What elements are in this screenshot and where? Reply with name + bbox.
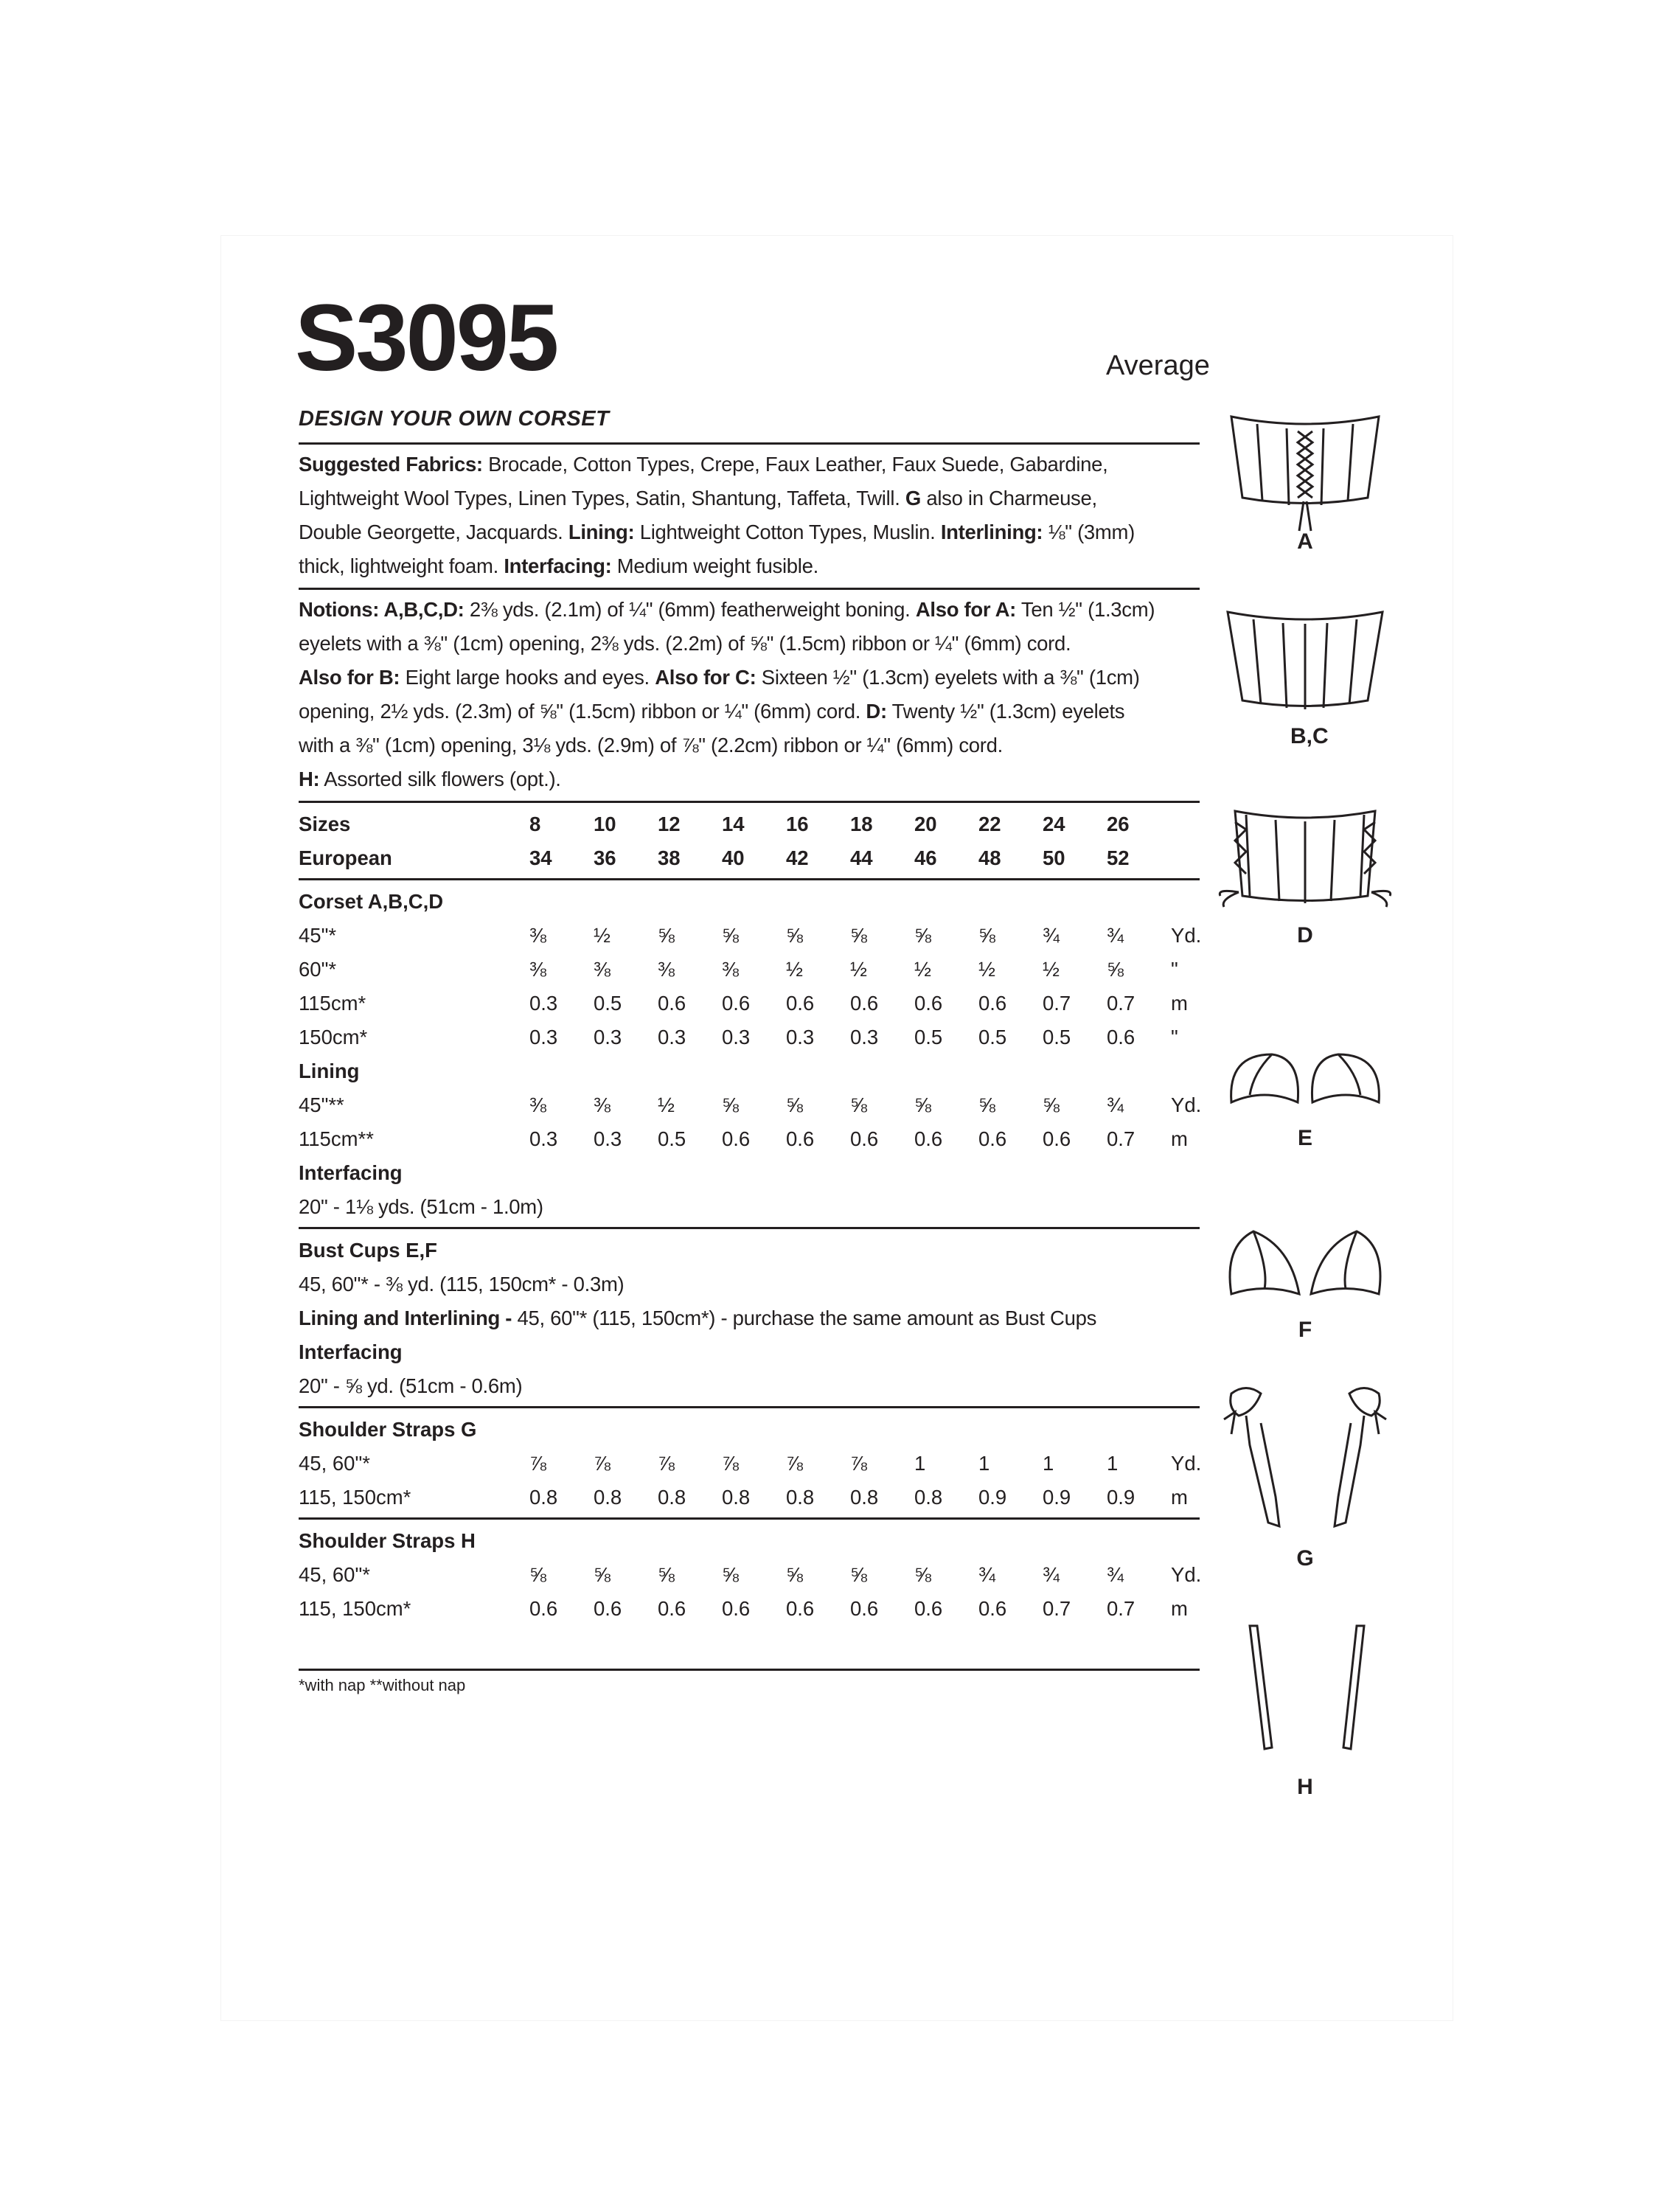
yardage-cell: 0.3 [529, 992, 558, 1015]
yardage-cell: ½ [594, 924, 611, 947]
yardage-cell: ⅜ [529, 924, 546, 947]
pattern-subtitle: DESIGN YOUR OWN CORSET [299, 407, 610, 431]
yardage-cell: ⅜ [658, 958, 675, 981]
yardage-cell: ⅝ [529, 1563, 546, 1586]
row-label: 115, 150cm* [299, 1597, 411, 1620]
yardage-cell: ½ [914, 958, 931, 981]
yardage-cell: 0.6 [658, 992, 686, 1015]
yardage-row [299, 1592, 1200, 1626]
yardage-cell: ¾ [1107, 1093, 1124, 1116]
corset-bc-illustration [1217, 605, 1394, 715]
bold-label: Notions: A,B,C,D: [299, 598, 465, 621]
yardage-cell: ⅝ [722, 1093, 739, 1116]
yardage-cell: ⅞ [529, 1452, 546, 1475]
text-line [299, 661, 1200, 695]
view-label: D [1297, 923, 1313, 947]
text-segment: with a ⅜" (1cm) opening, 3⅛ yds. (2.9m) of ⅞" (2.2cm) ribbon or ¼" (6mm) cord. [299, 734, 1003, 757]
yardage-cell: ⅝ [850, 924, 867, 947]
straps-g-section [299, 1408, 1200, 1517]
yardage-cell: 0.5 [978, 1026, 1007, 1048]
yardage-cell: 0.5 [1043, 1026, 1071, 1048]
yardage-cell: 0.5 [914, 1026, 943, 1048]
yardage-cell: 0.6 [914, 1597, 943, 1620]
unit-cell: m [1171, 1486, 1188, 1509]
unit-cell: Yd. [1171, 1093, 1202, 1116]
yardage-cell: ⅝ [658, 1563, 675, 1586]
yardage-row [299, 1447, 1200, 1481]
row-label: 45"** [299, 1093, 344, 1116]
section-title: Bust Cups E,F [299, 1239, 437, 1262]
row-label: Sizes [299, 813, 351, 835]
text-segment: Brocade, Cotton Types, Crepe, Faux Leather, Faux Suede, Gabardine, [482, 453, 1108, 476]
text-line [299, 549, 1200, 583]
section-title: Interfacing [299, 1340, 403, 1363]
unit-cell: m [1171, 1127, 1188, 1150]
yardage-cell: 0.6 [722, 1127, 751, 1150]
row-label: 115cm* [299, 992, 366, 1015]
bold-label: Also for B: [299, 666, 400, 689]
yardage-cell: ¾ [1043, 1563, 1060, 1586]
yardage-cell: 0.8 [786, 1486, 815, 1509]
yardage-cell: 0.9 [1107, 1486, 1135, 1509]
text-segment: Lightweight Cotton Types, Muslin. [634, 521, 941, 543]
yardage-column [299, 442, 1200, 1700]
size-cell: 20 [914, 813, 937, 835]
view-label: B,C [1290, 724, 1329, 748]
yardage-cell: ⅝ [786, 1093, 803, 1116]
text-segment: eyelets with a ⅜" (1cm) opening, 2⅜ yds. (2.2m) of ⅝" (1.5cm) ribbon or ¼" (6mm) cord. [299, 632, 1071, 655]
bold-label: Also for C: [655, 666, 757, 689]
yardage-cell: ⅞ [722, 1452, 739, 1475]
row-label: 45, 60"* [299, 1452, 370, 1475]
shoulder-straps-g-illustration [1217, 1379, 1394, 1534]
yardage-cell: 0.3 [594, 1127, 622, 1150]
yardage-cell: ⅝ [978, 924, 995, 947]
text-line [299, 515, 1200, 549]
yardage-row [299, 919, 1200, 953]
yardage-cell: ⅝ [978, 1093, 995, 1116]
yardage-cell: 0.6 [529, 1597, 558, 1620]
yardage-cell: 0.3 [529, 1026, 558, 1048]
section-title: Corset A,B,C,D [299, 890, 444, 913]
bold-label: D: [866, 700, 887, 723]
size-cell: 50 [1043, 846, 1065, 869]
yardage-cell: 0.5 [658, 1127, 686, 1150]
size-cell: 18 [850, 813, 873, 835]
yardage-cell: ½ [978, 958, 995, 981]
yardage-cell: 0.7 [1107, 992, 1135, 1015]
yardage-cell: 0.9 [978, 1486, 1007, 1509]
lining-label: Lining and Interlining - [299, 1307, 512, 1329]
text-line [299, 593, 1200, 627]
yardage-cell: ⅞ [658, 1452, 675, 1475]
yardage-cell: 0.6 [850, 1127, 879, 1150]
text-segment: Twenty ½" (1.3cm) eyelets [886, 700, 1125, 723]
text-segment: opening, 2½ yds. (2.3m) of ⅝" (1.5cm) ribbon or ¼" (6mm) cord. [299, 700, 866, 723]
text-line [299, 448, 1200, 481]
text-segment: thick, lightweight foam. [299, 554, 504, 577]
yardage-cell: 0.3 [850, 1026, 879, 1048]
yardage-cell: 0.7 [1043, 992, 1071, 1015]
row-label: 115, 150cm* [299, 1486, 411, 1509]
text-segment: Medium weight fusible. [611, 554, 818, 577]
unit-cell: " [1171, 1026, 1178, 1048]
text-segment: Lightweight Wool Types, Linen Types, Satin, Shantung, Taffeta, Twill. [299, 487, 905, 509]
corset-d-illustration [1217, 804, 1394, 914]
row-label: 45"* [299, 924, 337, 947]
view-label: G [1296, 1546, 1314, 1571]
size-cell: 48 [978, 846, 1001, 869]
bold-label: H: [299, 768, 320, 790]
yardage-cell: 0.3 [529, 1127, 558, 1150]
size-cell: 40 [722, 846, 745, 869]
size-cell: 38 [658, 846, 681, 869]
lining-value: 45, 60"* (115, 150cm*) - purchase the same amount as Bust Cups [512, 1307, 1097, 1329]
yardage-cell: ⅝ [850, 1093, 867, 1116]
yardage-cell: ⅜ [594, 958, 611, 981]
bust-cups-f-illustration [1217, 1224, 1394, 1305]
yardage-cell: ¾ [1107, 1563, 1124, 1586]
yardage-cell: 0.6 [658, 1597, 686, 1620]
corset-a-illustration [1217, 409, 1394, 520]
yardage-cell: ⅝ [722, 924, 739, 947]
size-cell: 36 [594, 846, 616, 869]
yardage-cell: 0.8 [914, 1486, 943, 1509]
yardage-cell: 1 [978, 1452, 990, 1475]
yardage-cell: 1 [1107, 1452, 1119, 1475]
corset-section [299, 880, 1200, 1227]
bust-cups-e-illustration [1217, 1047, 1394, 1113]
yardage-cell: 0.6 [914, 1127, 943, 1150]
suggested-fabrics [299, 445, 1200, 588]
size-cell: 8 [529, 813, 541, 835]
yardage-cell: 0.3 [786, 1026, 815, 1048]
size-cell: 26 [1107, 813, 1130, 835]
unit-cell: Yd. [1171, 1563, 1202, 1586]
bold-label: G [905, 487, 921, 509]
yardage-cell: 0.7 [1107, 1597, 1135, 1620]
yardage-cell: 0.6 [786, 1127, 815, 1150]
yardage-cell: ½ [1043, 958, 1060, 981]
bold-label: Interfacing: [504, 554, 612, 577]
yardage-row [299, 1558, 1200, 1592]
section-title: Interfacing [299, 1161, 403, 1184]
text-segment: 2⅜ yds. (2.1m) of ¼" (6mm) featherweight boning. [464, 598, 916, 621]
size-range: Average [1106, 350, 1210, 381]
section-title: Shoulder Straps G [299, 1418, 477, 1441]
yardage-cell: 1 [914, 1452, 926, 1475]
row-label: 60"* [299, 958, 337, 981]
unit-cell: Yd. [1171, 1452, 1202, 1475]
size-cell: 10 [594, 813, 616, 835]
yardage-cell: ⅝ [594, 1563, 611, 1586]
unit-cell: Yd. [1171, 924, 1202, 947]
interfacing-text: 20" - 1⅛ yds. (51cm - 1.0m) [299, 1195, 543, 1218]
bold-label: Lining: [568, 521, 635, 543]
yardage-cell: 0.6 [1043, 1127, 1071, 1150]
section-title: Lining [299, 1060, 360, 1082]
text-line [299, 762, 1200, 796]
notions [299, 590, 1200, 801]
yardage-cell: ½ [850, 958, 867, 981]
text-segment: Ten ½" (1.3cm) [1016, 598, 1155, 621]
yardage-cell: ⅝ [786, 924, 803, 947]
row-label: 115cm** [299, 1127, 374, 1150]
yardage-cell: ⅞ [850, 1452, 867, 1475]
size-cell: 12 [658, 813, 681, 835]
yardage-cell: 0.6 [850, 992, 879, 1015]
size-cell: 52 [1107, 846, 1130, 869]
text-line [299, 481, 1200, 515]
yardage-row [299, 1122, 1200, 1156]
yardage-cell: 0.8 [850, 1486, 879, 1509]
yardage-cell: ⅜ [529, 958, 546, 981]
sizes-row [299, 807, 1200, 841]
yardage-cell: 0.5 [594, 992, 622, 1015]
yardage-cell: ⅜ [722, 958, 739, 981]
pattern-number: S3095 [295, 285, 557, 391]
view-label: H [1297, 1775, 1313, 1799]
text-line [299, 728, 1200, 762]
yardage-cell: 0.6 [786, 992, 815, 1015]
unit-cell: " [1171, 958, 1178, 981]
yardage-cell: ¾ [1043, 924, 1060, 947]
yardage-row [299, 953, 1200, 987]
bold-label: Suggested Fabrics: [299, 453, 483, 476]
yardage-cell: 0.7 [1043, 1597, 1071, 1620]
section-title: Shoulder Straps H [299, 1529, 476, 1552]
yardage-cell: ¾ [978, 1563, 995, 1586]
yardage-cell: ⅞ [594, 1452, 611, 1475]
row-label: European [299, 846, 392, 869]
sizes-header [299, 803, 1200, 878]
text-line [299, 627, 1200, 661]
yardage-cell: 0.3 [658, 1026, 686, 1048]
text-segment: Eight large hooks and eyes. [400, 666, 655, 689]
yardage-cell: 0.6 [786, 1597, 815, 1620]
interfacing-text: 20" - ⅝ yd. (51cm - 0.6m) [299, 1374, 523, 1397]
bold-label: Also for A: [915, 598, 1017, 621]
view-label: E [1297, 1126, 1312, 1150]
yardage-cell: ⅝ [850, 1563, 867, 1586]
yardage-row [299, 1020, 1200, 1054]
yardage-cell: ⅝ [1107, 958, 1124, 981]
yardage-cell: 0.6 [1107, 1026, 1135, 1048]
yardage-cell: 0.8 [722, 1486, 751, 1509]
yardage-cell: 0.3 [594, 1026, 622, 1048]
yardage-cell: 0.6 [722, 1597, 751, 1620]
yardage-cell: ⅝ [914, 1563, 931, 1586]
yardage-cell: 0.6 [722, 992, 751, 1015]
row-label: 150cm* [299, 1026, 368, 1048]
size-cell: 14 [722, 813, 745, 835]
yardage-cell: ⅜ [529, 1093, 546, 1116]
text-segment: Assorted silk flowers (opt.). [319, 768, 561, 790]
yardage-cell: 0.6 [594, 1597, 622, 1620]
size-cell: 34 [529, 846, 552, 869]
yardage-cell: 0.6 [978, 992, 1007, 1015]
text-segment: ⅛" (3mm) [1043, 521, 1135, 543]
yardage-cell: 0.8 [594, 1486, 622, 1509]
text-segment: also in Charmeuse, [920, 487, 1097, 509]
yardage-cell: ⅝ [786, 1563, 803, 1586]
shoulder-straps-h-illustration [1217, 1622, 1394, 1755]
yardage-cell: ⅝ [658, 924, 675, 947]
yardage-cell: ½ [786, 958, 803, 981]
yardage-cell: 0.6 [914, 992, 943, 1015]
yardage-cell: 0.3 [722, 1026, 751, 1048]
yardage-cell: 0.6 [978, 1597, 1007, 1620]
unit-cell: m [1171, 1597, 1188, 1620]
yardage-cell: ⅝ [722, 1563, 739, 1586]
lining-interlining-text [299, 1301, 1200, 1335]
yardage-cell: ⅝ [914, 1093, 931, 1116]
view-label: F [1298, 1318, 1312, 1342]
yardage-cell: 0.7 [1107, 1127, 1135, 1150]
yardage-cell: ¾ [1107, 924, 1124, 947]
yardage-cell: ⅝ [1043, 1093, 1060, 1116]
view-label: A [1297, 529, 1313, 554]
yardage-cell: 1 [1043, 1452, 1054, 1475]
european-sizes-row [299, 841, 1200, 875]
bust-cups-section [299, 1229, 1200, 1406]
yardage-row [299, 1088, 1200, 1122]
text-segment: Double Georgette, Jacquards. [299, 521, 568, 543]
yardage-cell: 0.6 [978, 1127, 1007, 1150]
yardage-cell: ½ [658, 1093, 675, 1116]
bold-label: Interlining: [940, 521, 1043, 543]
yardage-cell: 0.9 [1043, 1486, 1071, 1509]
yardage-cell: 0.8 [658, 1486, 686, 1509]
straps-h-section [299, 1520, 1200, 1669]
text-line [299, 695, 1200, 728]
size-cell: 22 [978, 813, 1001, 835]
yardage-cell: 0.8 [529, 1486, 558, 1509]
size-cell: 46 [914, 846, 937, 869]
size-cell: 42 [786, 846, 809, 869]
yardage-row [299, 987, 1200, 1020]
yardage-cell: 0.6 [850, 1597, 879, 1620]
footnote: *with nap **without nap [299, 1676, 466, 1694]
yardage-cell: ⅝ [914, 924, 931, 947]
size-cell: 24 [1043, 813, 1065, 835]
unit-cell: m [1171, 992, 1188, 1015]
size-cell: 16 [786, 813, 809, 835]
bust-cups-text: 45, 60"* - ⅜ yd. (115, 150cm* - 0.3m) [299, 1273, 625, 1295]
text-segment: Sixteen ½" (1.3cm) eyelets with a ⅜" (1cm) [756, 666, 1140, 689]
yardage-cell: ⅞ [786, 1452, 803, 1475]
row-label: 45, 60"* [299, 1563, 370, 1586]
yardage-row [299, 1481, 1200, 1514]
yardage-cell: ⅜ [594, 1093, 611, 1116]
size-cell: 44 [850, 846, 873, 869]
